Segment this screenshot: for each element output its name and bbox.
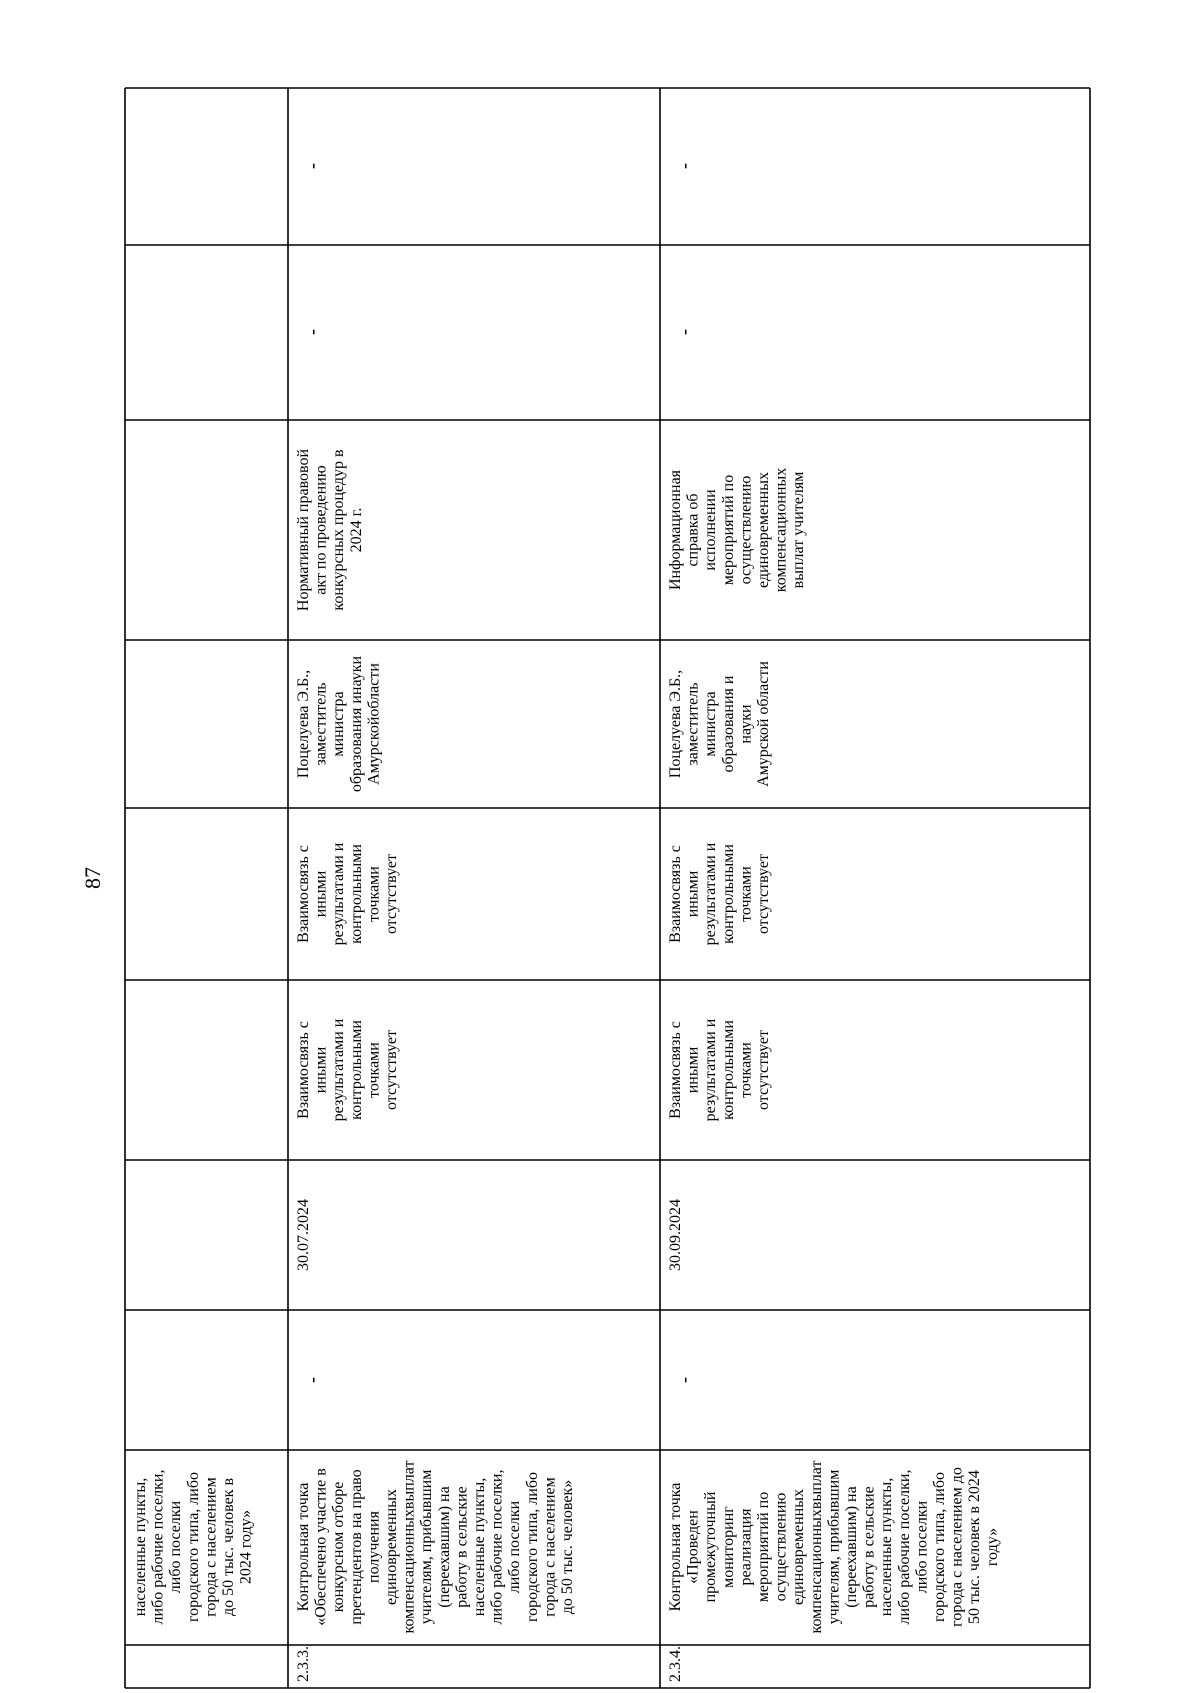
control-point-name: до 50 тыс. человек в (220, 1477, 237, 1617)
confirming-document: мероприятий по (719, 474, 737, 586)
control-point-name: города с населением (541, 1477, 559, 1617)
confirming-document: 2024 г. (347, 507, 365, 553)
responsible-person: заместитель (312, 682, 330, 766)
link-next: результатами и (702, 842, 720, 946)
control-point-name: компенсационныхвыплат (400, 1460, 418, 1634)
control-point-name: 2024 году» (237, 1509, 255, 1585)
control-point-name: населенные пункты, (878, 1477, 896, 1617)
link-next: иными (312, 870, 330, 918)
control-point-name: населенные пункты, (132, 1477, 149, 1617)
confirming-document: осуществлению (737, 475, 755, 585)
page-number: 87 (80, 867, 105, 889)
control-point-name: городского типа, либо (184, 1472, 202, 1622)
control-point-name: либо рабочие поселки, (488, 1469, 506, 1625)
control-point-name: году» (983, 1527, 1001, 1567)
control-point-name: учителям, прибывшим (825, 1469, 843, 1625)
control-point-name: Контрольная точка (667, 1482, 684, 1612)
info-system: - (302, 329, 322, 335)
responsible-person: Амурской области (755, 661, 772, 787)
control-point-name: «Проведен (684, 1510, 702, 1584)
responsible-person: Поцелуева Э.Б., (295, 669, 312, 779)
control-point-name: либо поселки (506, 1500, 524, 1594)
responsible-person: заместитель (684, 682, 702, 766)
confirming-document: выплат учителям (790, 471, 808, 589)
link-previous: контрольными (347, 1020, 365, 1120)
control-point-name: мониторинг (719, 1506, 737, 1588)
link-previous: результатами и (330, 1018, 348, 1122)
control-point-name: (переехавшим) на (435, 1486, 453, 1608)
confirming-document: Информационная (667, 469, 684, 591)
link-previous: результатами и (702, 1018, 720, 1122)
link-previous: Взаимосвязь с (295, 1021, 312, 1119)
control-point-name: (переехавшим) на (843, 1486, 860, 1608)
link-next: отсутствует (755, 853, 772, 935)
table-grid (125, 88, 1090, 1688)
responsible-person: образования и (719, 675, 737, 773)
link-previous: отсутствует (383, 1029, 400, 1111)
control-point-name: учителям, прибывшим (418, 1469, 436, 1625)
control-point-name: населенные пункты, (471, 1477, 488, 1617)
link-previous: точками (737, 1042, 755, 1098)
control-point-name: осуществлению (772, 1492, 790, 1602)
control-point-name: работу в сельские (453, 1486, 471, 1608)
link-next: контрольными (347, 844, 365, 944)
control-point-name: городского типа, либо (931, 1472, 948, 1622)
row-number: 2.3.3. (295, 1646, 312, 1682)
control-point-name: либо поселки (167, 1500, 185, 1594)
responsible-person: Поцелуева Э.Б., (667, 669, 684, 779)
control-point-name: «Обеспечено участие в (312, 1468, 330, 1626)
control-point-name: единовременных (383, 1489, 400, 1605)
base-value: - (674, 1377, 694, 1383)
link-next: точками (365, 866, 383, 922)
responsible-person: образования инауки (347, 655, 365, 793)
control-point-name: либо рабочие поселки, (895, 1469, 913, 1625)
link-next: результатами и (330, 842, 348, 946)
confirming-document: исполнении (702, 489, 720, 571)
link-previous: точками (365, 1042, 383, 1098)
responsible-person: Амурскойобласти (365, 663, 383, 785)
control-point-name: до 50 тыс. человек» (559, 1479, 576, 1615)
responsible-person: науки (737, 704, 755, 744)
control-point-name: города с населением до (948, 1467, 966, 1627)
due-date: 30.09.2024 (667, 1199, 684, 1271)
control-point-name: компенсационныхвыплат (807, 1460, 825, 1634)
control-point-name: работу в сельские (860, 1486, 878, 1608)
control-point-name: города с населением (202, 1477, 220, 1617)
base-value: - (302, 1377, 322, 1383)
control-point-name: конкурсном отборе (330, 1481, 348, 1613)
control-point-name: единовременных (790, 1489, 808, 1605)
info-system: - (674, 329, 694, 335)
due-date: 30.07.2024 (295, 1199, 312, 1271)
control-point-name: либо поселки (913, 1500, 931, 1594)
control-point-name: мероприятий по (755, 1491, 772, 1603)
table-content (132, 163, 1001, 1682)
link-next: отсутствует (383, 853, 400, 935)
control-point-name: Контрольная точка (295, 1482, 312, 1612)
link-next: точками (737, 866, 755, 922)
confirming-document: конкурсных процедур в (330, 449, 348, 611)
row-number: 2.3.4. (667, 1646, 684, 1682)
link-previous: иными (684, 1046, 702, 1094)
note: - (302, 163, 322, 169)
control-point-name: получения (365, 1511, 383, 1583)
link-previous: иными (312, 1046, 330, 1094)
note: - (674, 163, 694, 169)
control-point-name: реализация (737, 1508, 755, 1586)
control-point-name: претендентов на право (347, 1469, 365, 1625)
link-next: Взаимосвязь с (295, 845, 312, 943)
link-next: Взаимосвязь с (667, 845, 684, 943)
link-next: иными (684, 870, 702, 918)
link-next: контрольными (719, 844, 737, 944)
link-previous: контрольными (719, 1020, 737, 1120)
link-previous: Взаимосвязь с (667, 1021, 684, 1119)
control-point-name: промежуточный (702, 1491, 720, 1603)
confirming-document: единовременных (755, 472, 772, 588)
responsible-person: министра (330, 691, 348, 757)
link-previous: отсутствует (755, 1029, 772, 1111)
control-point-name: 50 тыс. человек в 2024 (966, 1470, 984, 1624)
control-point-name: либо рабочие поселки, (149, 1469, 167, 1625)
control-point-name: городского типа, либо (523, 1472, 541, 1622)
responsible-person: министра (702, 691, 720, 757)
confirming-document: акт по проведению (312, 465, 330, 595)
confirming-document: справка об (684, 493, 702, 567)
confirming-document: Нормативный правовой (295, 448, 312, 612)
confirming-document: компенсационных (772, 467, 790, 593)
